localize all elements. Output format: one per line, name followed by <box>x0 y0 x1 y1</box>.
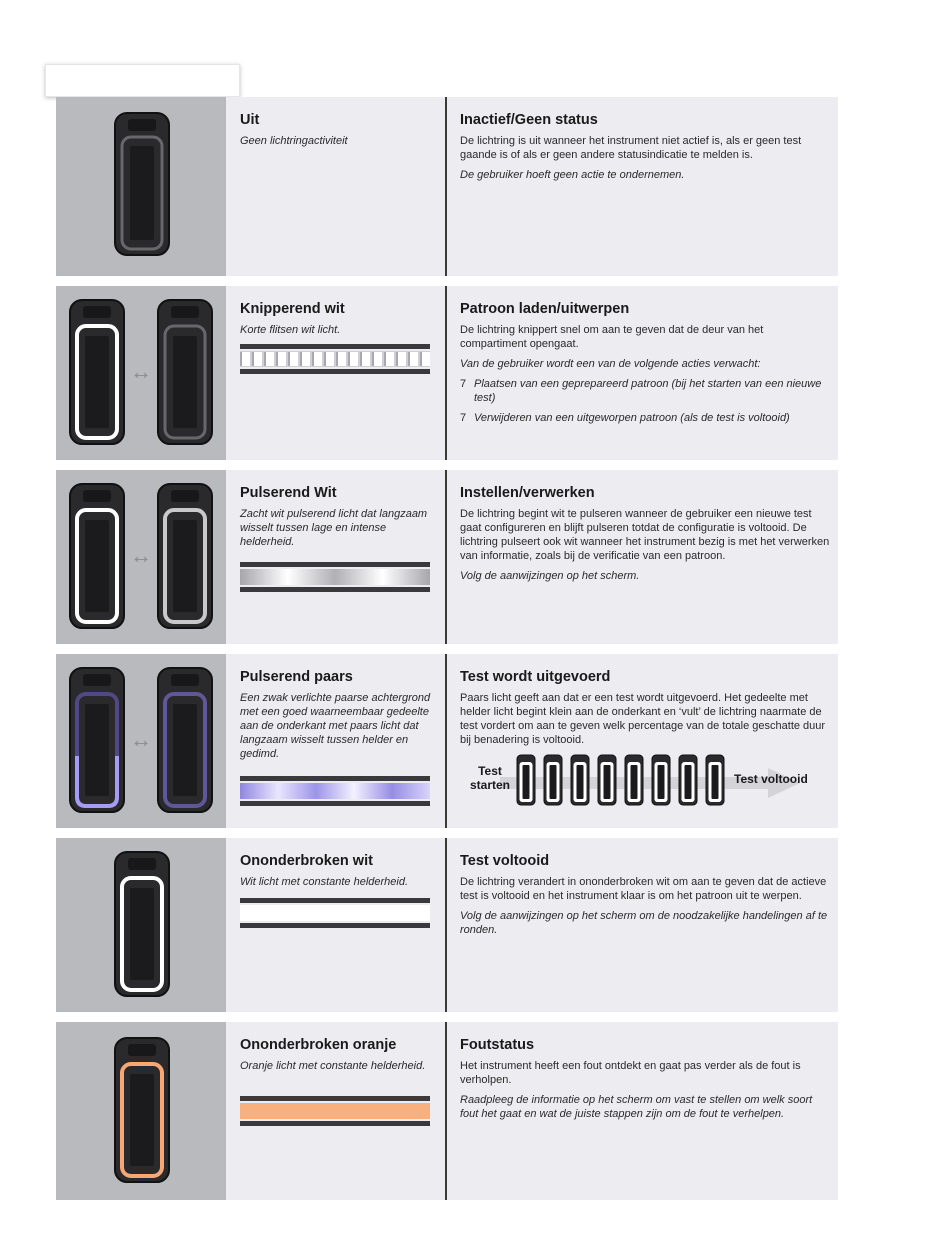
progress-device-icon <box>624 754 644 806</box>
column-divider <box>445 654 447 828</box>
status-row-solid-white <box>56 838 838 1012</box>
pulsing-purple-light-strip <box>240 776 430 806</box>
status-row-pulsing-purple <box>56 654 838 828</box>
icon-column <box>56 286 226 460</box>
column-divider <box>445 286 447 460</box>
column-divider <box>445 838 447 1012</box>
progress-sequence <box>460 750 830 810</box>
header-label-box <box>45 64 240 97</box>
toggle-arrow-icon: ↔ <box>130 727 152 752</box>
light-ring-off-icon <box>156 298 214 446</box>
status-title: Inactief/Geen status <box>460 112 598 128</box>
status-description: De lichtring verandert in ononderbroken wit om aan te geven dat de actieve test is voltooid en het instrument klaar is om het patroon uit te werpen. <box>460 876 827 902</box>
solid-white-light-strip <box>240 898 430 928</box>
status-row-solid-orange <box>56 1022 838 1200</box>
column-divider <box>445 97 447 276</box>
user-action-note: Van de gebruiker wordt een van de volgende acties verwacht: <box>460 358 761 370</box>
user-action-note: Volg de aanwijzingen op het scherm. <box>460 570 640 582</box>
solid-orange-light-strip <box>240 1096 430 1126</box>
mode-title: Pulserend paars <box>240 669 353 685</box>
user-action-note: Raadpleeg de informatie op het scherm om vast te stellen om welk soort fout het gaat en wat de juiste stappen zijn om de fout te verhelpen. <box>460 1094 813 1120</box>
icon-column <box>56 97 226 276</box>
progress-device-icon <box>678 754 698 806</box>
icon-column <box>56 838 226 1012</box>
toggle-arrow-icon: ↔ <box>130 359 152 384</box>
progress-devices <box>516 754 732 808</box>
action-bullet <box>460 411 830 425</box>
status-description: Het instrument heeft een fout ontdekt en gaat pas verder als de fout is verholpen. <box>460 1060 801 1086</box>
icon-column <box>56 1022 226 1200</box>
bullet-text: Plaatsen van een geprepareerd patroon (bij het starten van een nieuwe test) <box>474 378 822 404</box>
status-description: De lichtring knippert snel om aan te geven dat de deur van het compartiment opengaat. <box>460 324 764 350</box>
light-ring-solid-white-icon <box>113 850 171 998</box>
progress-device-icon <box>597 754 617 806</box>
icon-column <box>56 654 226 828</box>
mode-title: Knipperend wit <box>240 301 345 317</box>
progress-end-label: Test voltooid <box>734 772 808 786</box>
pulsing-white-light-strip <box>240 562 430 592</box>
light-ring-pulsing-dim-icon <box>156 482 214 630</box>
bullet-marker: 7 <box>460 412 467 424</box>
light-ring-off-icon <box>113 111 171 257</box>
light-ring-purple-bright-icon <box>68 666 126 814</box>
light-ring-flashing-white-icon <box>68 298 126 446</box>
mode-title: Ononderbroken wit <box>240 853 373 869</box>
status-title: Instellen/verwerken <box>460 485 595 501</box>
status-description: Paars licht geeft aan dat er een test wordt uitgevoerd. Het gedeelte met helder licht begint klein aan de onderkant en ‘vult’ de lichtring naarmate de test vordert om aan te geven welk percentage van de totale geschatte duur bij benadering is voltooid. <box>460 692 826 746</box>
status-row-flashing-white <box>56 286 838 460</box>
user-action-note: De gebruiker hoeft geen actie te ondernemen. <box>460 169 685 181</box>
status-title: Test voltooid <box>460 853 550 869</box>
light-ring-pulsing-bright-icon <box>68 482 126 630</box>
mode-description: Een zwak verlichte paarse achtergrond met een goed waarneembaar gedeelte aan de onderkant met paars licht dat langzaam wisselt tussen helder en gedimd. <box>240 692 431 760</box>
toggle-arrow-icon: ↔ <box>130 543 152 568</box>
bullet-marker: 7 <box>460 378 467 390</box>
status-description: De lichtring begint wit te pulseren wanneer de gebruiker een nieuwe test gaat configureren en blijft pulseren totdat de configuratie is voltooid. De lichtring pulseert ook wit wanneer het instrument bezig is met het verwerken van informatie, zoals bij de verificatie van een patroon. <box>460 508 830 562</box>
mode-description: Oranje licht met constante helderheid. <box>240 1060 426 1072</box>
mode-description: Zacht wit pulserend licht dat langzaam wisselt tussen lage en intense helderheid. <box>240 508 428 548</box>
action-bullet <box>460 377 830 405</box>
mode-title: Uit <box>240 112 260 128</box>
status-title: Patroon laden/uitwerpen <box>460 301 630 317</box>
status-title: Foutstatus <box>460 1037 535 1053</box>
progress-device-icon <box>570 754 590 806</box>
status-title: Test wordt uitgevoerd <box>460 669 611 685</box>
progress-start-label: Test starten <box>469 764 510 792</box>
icon-column <box>56 470 226 644</box>
user-action-note: Volg de aanwijzingen op het scherm om de noodzakelijke handelingen af te ronden. <box>460 910 828 936</box>
progress-device-icon <box>543 754 563 806</box>
column-divider <box>445 470 447 644</box>
column-divider <box>445 1022 447 1200</box>
mode-description: Wit licht met constante helderheid. <box>240 876 409 888</box>
status-row-pulsing-white <box>56 470 838 644</box>
status-description: De lichtring is uit wanneer het instrument niet actief is, als er geen test gaande is of als er geen andere statusindicatie te melden is. <box>460 135 802 161</box>
progress-device-icon <box>651 754 671 806</box>
light-ring-purple-dim-icon <box>156 666 214 814</box>
flashing-light-strip <box>240 344 430 374</box>
mode-description: Korte flitsen wit licht. <box>240 324 341 336</box>
progress-device-icon <box>516 754 536 806</box>
light-ring-solid-orange-icon <box>113 1036 171 1184</box>
status-row-off <box>56 97 838 276</box>
mode-title: Ononderbroken oranje <box>240 1037 397 1053</box>
bullet-text: Verwijderen van een uitgeworpen patroon (als de test is voltooid) <box>474 412 790 424</box>
progress-device-icon <box>705 754 725 806</box>
mode-title: Pulserend Wit <box>240 485 337 501</box>
mode-description: Geen lichtringactiviteit <box>240 135 348 147</box>
